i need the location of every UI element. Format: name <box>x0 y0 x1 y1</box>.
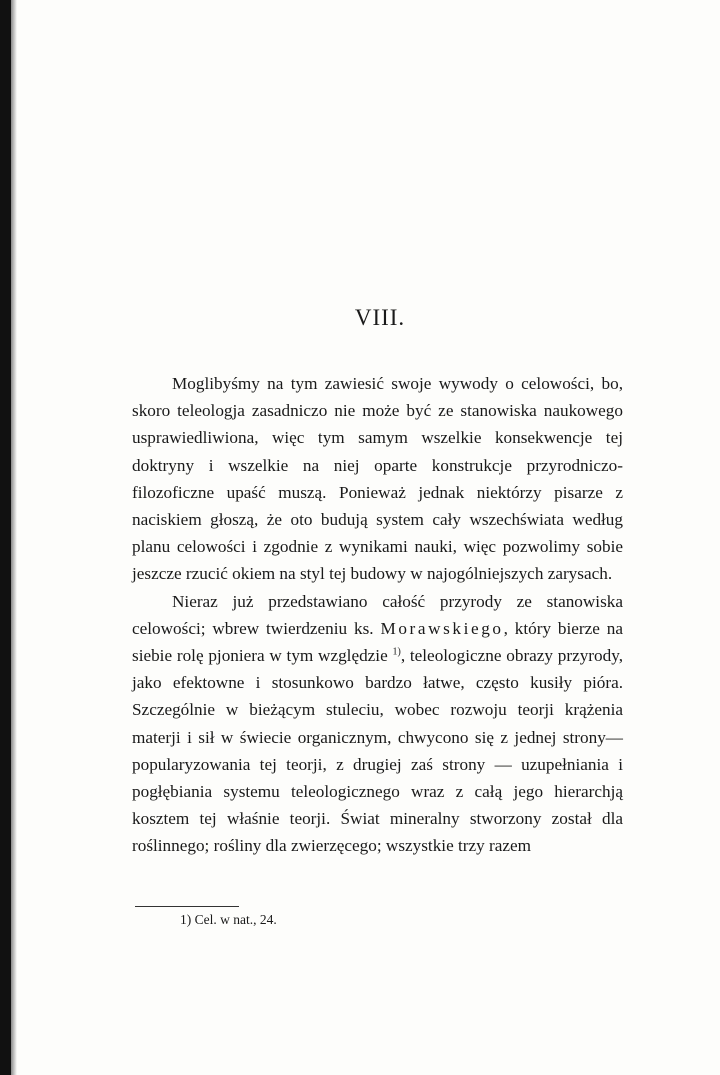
body-text <box>132 370 623 860</box>
footnote-mark: 1) <box>180 912 192 927</box>
footnote-text: Cel. w nat., 24. <box>194 912 277 927</box>
paragraph-1: Moglibyśmy na tym zawiesić swoje wywody o celowości, bo, skoro teleologja zasadniczo nie może być ze stanowiska naukowego usprawiedliwiona, więc tym samym wszelkie konsekwencje tej doktryny i wszelkie na niej oparte konstrukcje przyrodniczo-filozoficzne upaść muszą. Ponieważ jednak niektórzy pisarze z naciskiem głoszą, że oto budują system cały wszechświata według planu celowości i zgodnie z wynikami nauki, więc pozwolimy sobie jeszcze rzucić okiem na styl tej budowy w najogólniejszych zarysach. <box>132 374 623 584</box>
binding-edge <box>0 0 11 1075</box>
footnote <box>180 912 277 928</box>
binding-shadow <box>11 0 17 1075</box>
chapter-title: VIII. <box>354 305 406 330</box>
paragraph-2 <box>132 588 623 860</box>
footnote-reference-mark: 1) <box>392 646 401 658</box>
paragraph-2-end: , teleologiczne obrazy przyrody, jako efektowne i stosunkowo bardzo łatwe, często kusiły pióra. Szczególnie w bieżącym stuleciu, wobec rozwoju teorji krążenia materji i sił w świecie organicznym, chwycono się z jednej strony—popularyzowania tej teorji, z drugiej zaś strony — uzupełniania i pogłębiania systemu teleologicznego wraz z całą jego hierarchją kosztem tej właśnie teorji. Świat mineralny stworzony został dla roślinnego; rośliny dla zwierzęcego; wszystkie trzy razem <box>132 646 623 856</box>
footnote-rule <box>135 906 239 907</box>
author-name-spaced: Morawskiego <box>380 618 504 638</box>
paragraph-2-middle: , który bierze na siebie rolę pjoniera w tym względzie <box>132 618 624 666</box>
paragraph-2-start: Nieraz już przedstawiano całość przyrody ze stanowiska celowości; wbrew twierdzeniu ks. <box>132 591 623 638</box>
